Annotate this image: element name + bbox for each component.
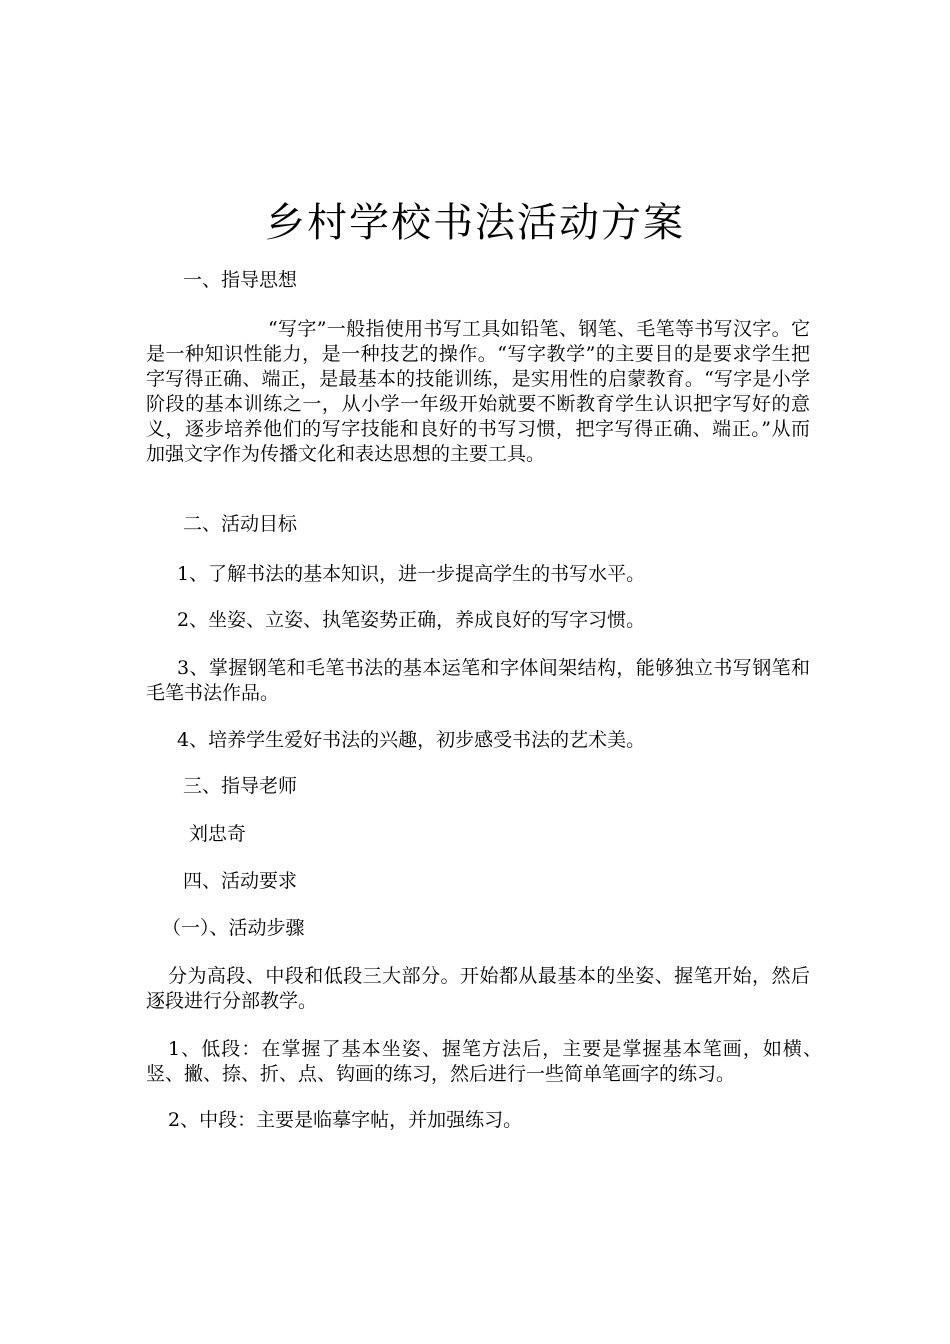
instructor-name: 刘忠奇 (189, 823, 247, 845)
step-low-level-paragraph: 1、低段：在掌握了基本坐姿、握笔方法后，主要是掌握基本笔画，如横、竖、撇、捺、折、点、钩画的练习，然后进行一些简单笔画字的练习。 (146, 1038, 822, 1085)
goal-item-4: 4、培养学生爱好书法的兴趣，初步感受书法的艺术美。 (177, 729, 646, 751)
goal-item-2: 2、坐姿、立姿、执笔姿势正确，养成良好的写字习惯。 (177, 609, 646, 631)
guiding-thought-paragraph: “写字”一般指使用书写工具如铅笔、钢笔、毛笔等书写汉字。它是一种知识性能力，是一种技艺的操作。“写字教学”的主要目的是要求学生把字写得正确、端正，是最基本的技能训练，是实用性的启蒙教育。“写字是小学阶段的基本训练之一，从小学一年级开始就要不断教育学生认识把字写好的意义，逐步培养他们的写字技能和良好的书写习惯，把字写得正确、端正。”从而加强文字作为传播文化和表达思想的主要工具。 (146, 318, 810, 465)
step-mid-level-paragraph: 2、中段：主要是临摹字帖，并加强练习。 (168, 1109, 523, 1131)
subsection-heading-activity-steps: （一）、活动步骤 (162, 917, 305, 939)
section-heading-activity-requirements: 四、活动要求 (183, 870, 298, 892)
section-heading-instructor: 三、指导老师 (183, 775, 298, 797)
section-heading-activity-goals: 二、活动目标 (183, 513, 298, 535)
steps-intro-paragraph: 分为高段、中段和低段三大部分。开始都从最基本的坐姿、握笔开始，然后逐段进行分部教学。 (146, 965, 810, 1012)
goal-item-1: 1、了解书法的基本知识，进一步提高学生的书写水平。 (177, 563, 646, 585)
goal-item-3: 3、掌握钢笔和毛笔书法的基本运笔和字体间架结构，能够独立书写钢笔和毛笔书法作品。 (146, 657, 810, 704)
document-title: 乡村学校书法活动方案 (265, 200, 685, 246)
section-heading-guiding-thought: 一、指导思想 (183, 269, 298, 291)
